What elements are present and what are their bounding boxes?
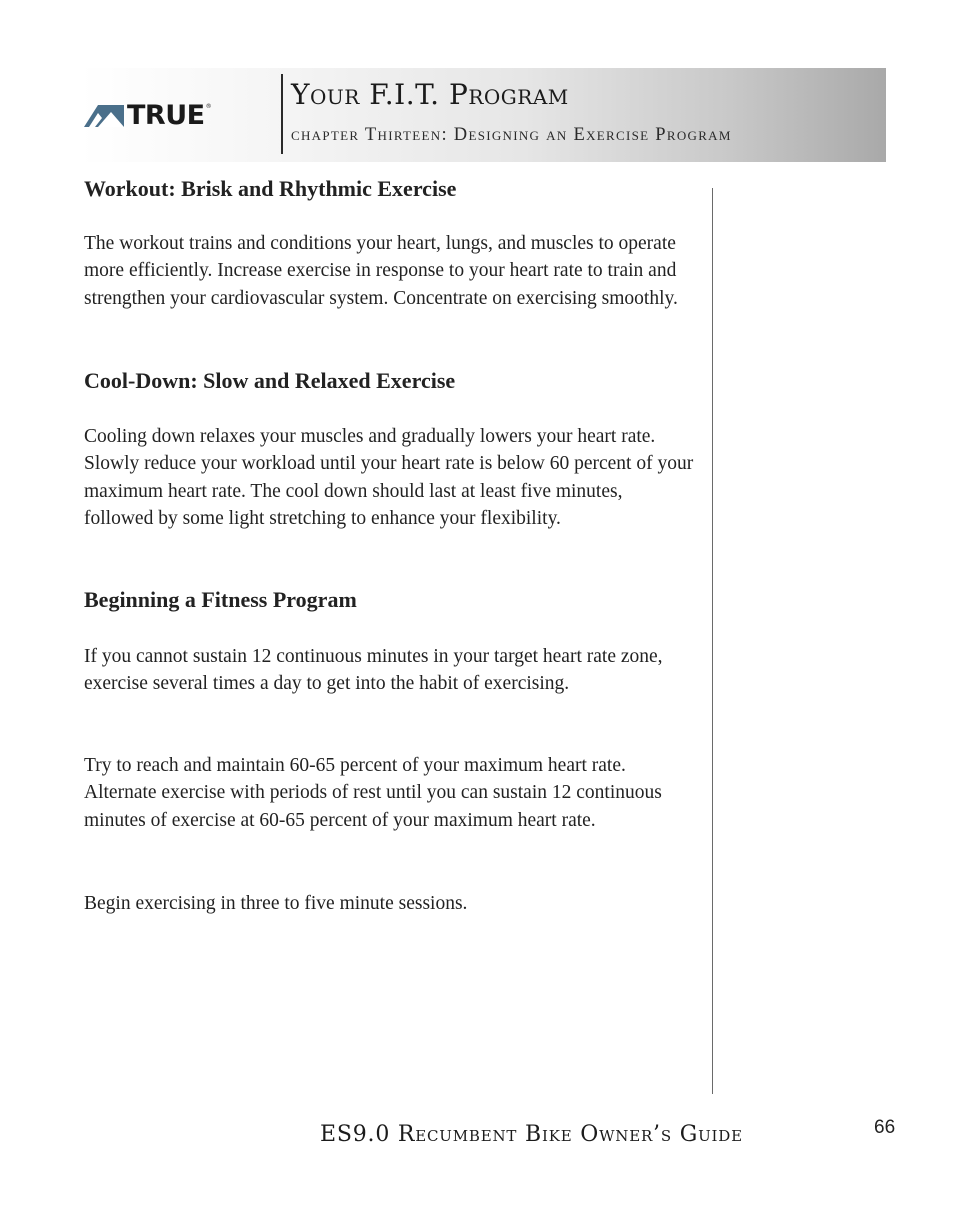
footer-guide-title: ES9.0 Recumbent Bike Owner’s Guide — [320, 1122, 743, 1147]
true-logo — [84, 100, 254, 131]
paragraph-sessions: Begin exercising in three to five minute sessions. — [84, 893, 468, 914]
header-divider — [281, 74, 283, 154]
heading-workout: Workout: Brisk and Rhythmic Exercise — [84, 176, 457, 201]
paragraph-cool-down: Cooling down relaxes your muscles and gradually lowers your heart rate. Slowly reduce your workload until your heart rate is below 60 percent of your maximum heart rate. The cool down should last at least five minutes, followed by some light stretching to enhance your flexibility. — [84, 426, 694, 530]
paragraph-sustain: If you cannot sustain 12 continuous minutes in your target heart rate zone, exercise several times a day to get into the habit of exercising. — [84, 646, 663, 695]
logo-wordmark: TRUE — [127, 100, 205, 131]
page-title: Your F.I.T. Program — [291, 78, 569, 111]
page-number: 66 — [874, 1117, 896, 1138]
paragraph-maintain: Try to reach and maintain 60-65 percent of your maximum heart rate. Alternate exercise with periods of rest until you can sustain 12 continuous minutes of exercise at 60-65 percent of your maximum heart rate. — [84, 755, 662, 831]
paragraph-workout: The workout trains and conditions your heart, lungs, and muscles to operate more efficiently. Increase exercise in response to your heart rate to train and strengthen your cardiovascular system. Concentrate on exercising smoothly. — [84, 233, 678, 309]
chapter-subtitle: chapter Thirteen: Designing an Exercise Program — [291, 125, 732, 145]
column-divider — [712, 188, 713, 1094]
logo-trademark: ® — [205, 103, 212, 110]
heading-cool-down: Cool-Down: Slow and Relaxed Exercise — [84, 368, 456, 393]
logo-mountain-icon — [84, 105, 124, 127]
heading-beginning-program: Beginning a Fitness Program — [84, 587, 357, 612]
